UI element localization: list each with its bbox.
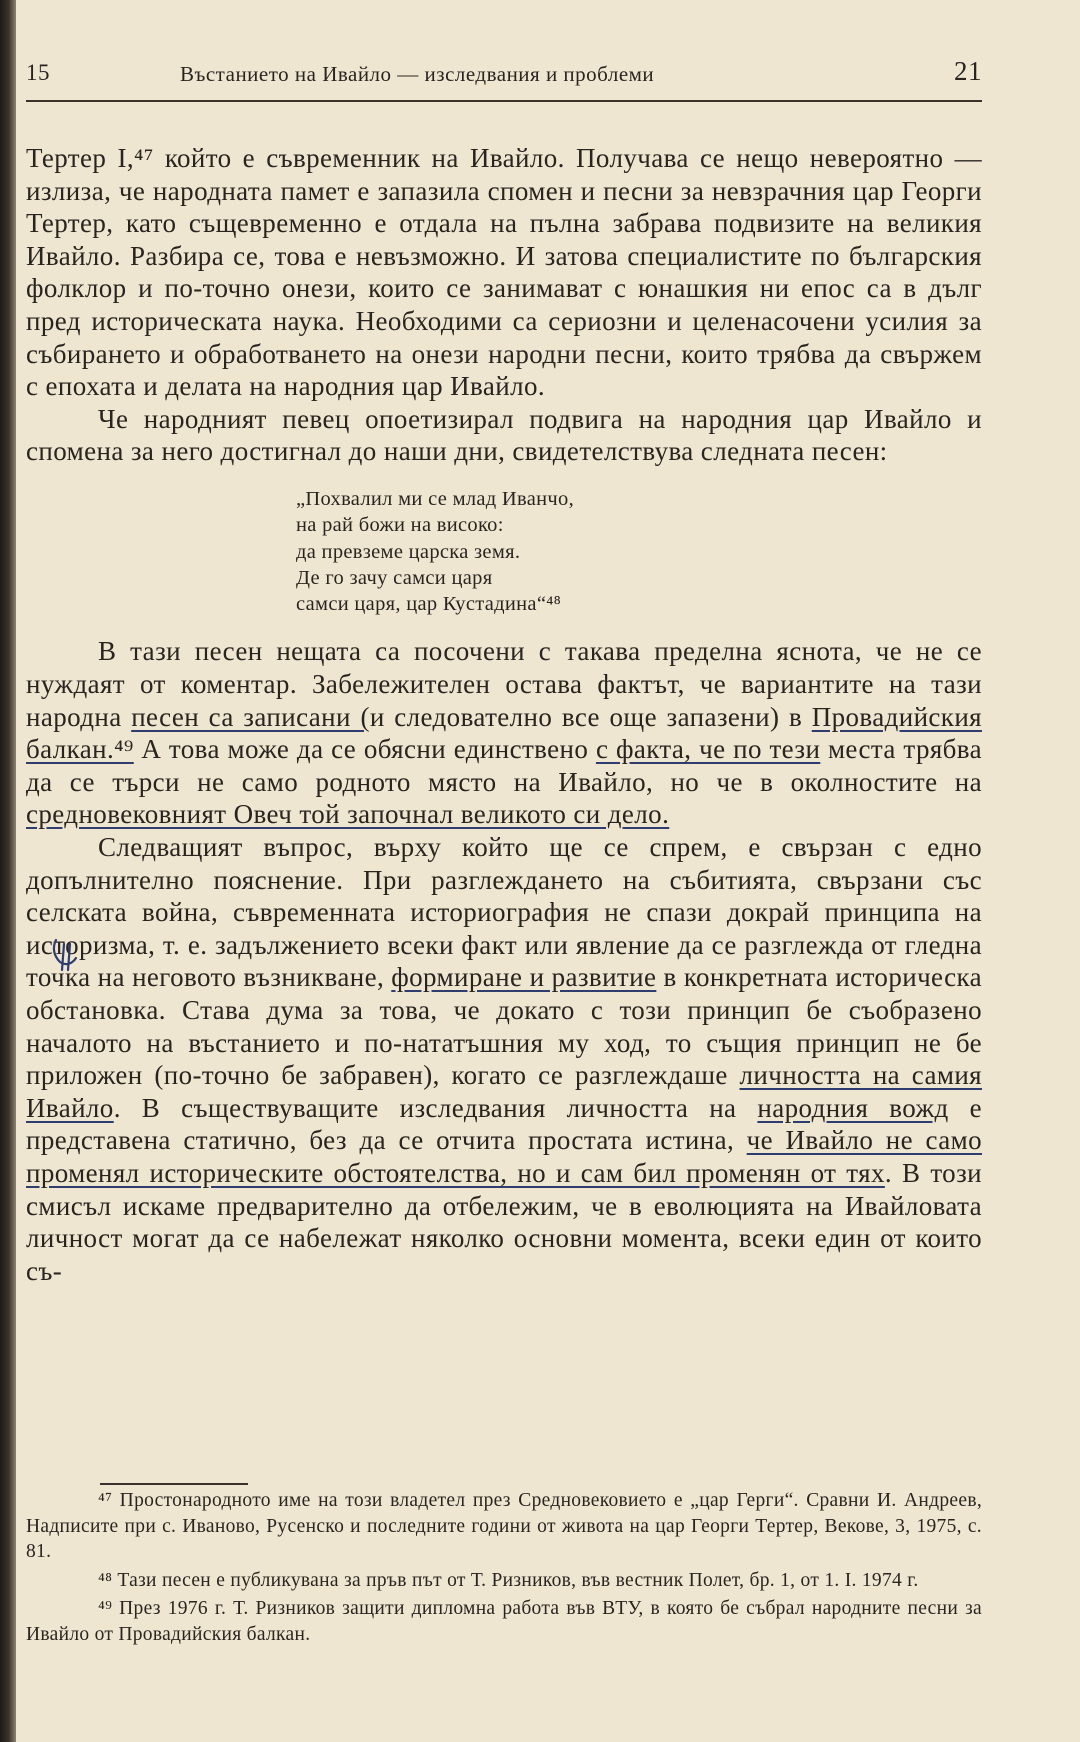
book-page bbox=[26, 0, 1036, 1742]
page-number: 21 bbox=[954, 56, 982, 86]
pen-underlined-text: формиране и развитие bbox=[391, 962, 657, 993]
header-rule bbox=[26, 100, 982, 102]
verse-line: самси царя, цар Кустадина“⁴⁸ bbox=[296, 593, 562, 616]
pen-underlined-text: личността на самия Ивайло bbox=[26, 1060, 982, 1123]
text-run: . В този смисъл искаме предварително да отбележим, че в еволюцията на Ивайловата личност могат да се набележат няколко основни момента, всеки един от които съ- bbox=[26, 1157, 982, 1286]
verse-line: на рай божи на високо: bbox=[296, 514, 504, 537]
paragraph-2: Че народният певец опоетизирал подвига на народния цар Ивайло и спомена за него достигнал до наши дни, свидетелствува следната песен: bbox=[26, 403, 982, 467]
pen-underlined-text: с факта, че по тези bbox=[595, 734, 821, 765]
footnote-49: ⁴⁹ През 1976 г. Т. Ризников защити дипломна работа във ВТУ, в която бе събрал народните песни за Ивайло от Провадийския балкан. bbox=[26, 1598, 982, 1645]
verse-line: да превземе царска земя. bbox=[296, 540, 521, 563]
text-run: и следователно все още запазени) в bbox=[369, 701, 812, 732]
footnote-47: ⁴⁷ Простонародното име на този владетел през Средновековието е „цар Герги“. Сравни И. Андреев, Надписите при с. Иваново, Русенско и последните години от живота на цар Георги Тертер, Векове, 3, 1975, с. 81. bbox=[26, 1490, 982, 1562]
text-run: . В съществуващите изследвания личността на bbox=[113, 1092, 758, 1123]
paragraph-3 bbox=[26, 635, 982, 831]
pen-underlined-text: средновековният Овеч той започнал великото си дело. bbox=[26, 799, 670, 830]
running-head bbox=[26, 54, 982, 94]
text-run: В тази песен нещата са посочени с такава пределна яснота, че не се нуждаят от коментар. Забележителен остава фактът, че вариантите на тази народна bbox=[26, 636, 982, 732]
paragraph-mark-icon bbox=[48, 936, 88, 976]
folk-song-verse bbox=[296, 486, 982, 617]
paragraph-4 bbox=[26, 831, 982, 1287]
scan-binding-edge bbox=[0, 0, 16, 1742]
pen-underlined-text: народния вожд bbox=[757, 1092, 949, 1123]
pen-underlined-text: Провадийския балкан.⁴⁹ bbox=[26, 701, 982, 765]
section-number: 15 bbox=[26, 60, 50, 85]
text-run: в конкретната историческа обстановка. Става дума за това, че докато с този принцип бе съобразено началото на въстанието и по-нататъшния му ход, то същия принцип не бе приложен (по-точно бе забравен), когато се разглеждаше bbox=[26, 962, 982, 1091]
pen-underlined-text: че Ивайло не само променял историческите обстоятелства, но и сам бил променян от тях bbox=[26, 1125, 982, 1188]
footnote-48: ⁴⁸ Тази песен е публикувана за пръв път от Т. Ризников, във вестник Полет, бр. 1, от 1. I. 1974 г. bbox=[98, 1569, 919, 1591]
verse-line: „Похвалил ми се млад Иванчо, bbox=[296, 487, 575, 510]
pen-underlined-text: песен са записани ( bbox=[131, 701, 370, 732]
text-run: е представена статично, без да се отчита простата истина, bbox=[26, 1092, 982, 1156]
running-title: Въстанието на Ивайло — изследвания и проблеми bbox=[180, 62, 655, 86]
main-text bbox=[26, 142, 982, 1287]
text-run: Следващият въпрос, върху който ще се спрем, е свързан с едно допълнително пояснение. При разглеждането на събитията, свързани със селската война, съвременната историография не спази докрай принципа на историзма, т. е. задължението всеки факт или явление да се разглежда от гледна точка на неговото възникване, bbox=[26, 831, 982, 993]
paragraph-1: Тертер I,⁴⁷ който е съвременник на Ивайло. Получава се нещо невероятно — излиза, че народната памет е запазила спомен и песни за невзрачния цар Георги Тертер, като същевременно е отдала на пълна забрава подвизите на великия Ивайло. Разбира се, това е невъзможно. И затова специалистите по българския фолклор и по-точно онези, които се занимават с юнашкия ни епос са в дълг пред историческата наука. Необходими са сериозни и целенасочени усилия за събирането и обработването на онези народни песни, които трябва да свържем с епохата и делата на народния цар Ивайло. bbox=[26, 143, 982, 402]
footnotes bbox=[26, 1488, 982, 1650]
verse-line: Де го зачу самси царя bbox=[296, 566, 493, 589]
text-run: А това може да се обясни единствено bbox=[133, 734, 596, 765]
footnote-rule bbox=[100, 1483, 248, 1485]
text-run: места трябва да се търси не само родното място на Ивайло, но че в околностите на bbox=[26, 734, 982, 797]
